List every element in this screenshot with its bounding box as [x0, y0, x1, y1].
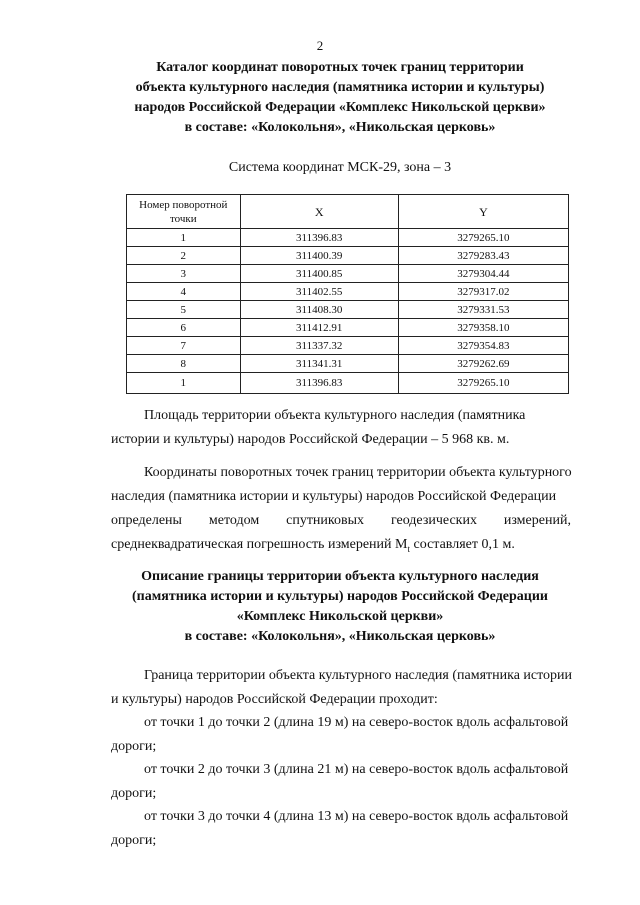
catalog-heading-line: народов Российской Федерации «Комплекс Никольской церкви» [134, 100, 546, 115]
method-line [111, 533, 571, 561]
area-paragraph [111, 404, 571, 452]
cell-y: 3279317.02 [398, 283, 568, 301]
description-heading-line: «Комплекс Никольской церкви» [236, 609, 444, 624]
method-line4-sub: t [407, 543, 410, 554]
boundary-intro-line: Граница территории объекта культурного наследия (памятника истории [144, 668, 573, 683]
table-row [127, 283, 569, 301]
cell-x: 311408.30 [240, 301, 398, 319]
method-word: спутниковых [286, 513, 365, 528]
method-line4-before: среднеквадратическая погрешность измерений M [111, 537, 408, 552]
cell-point: 3 [127, 265, 241, 283]
catalog-heading-line: Каталог координат поворотных точек границ территории [156, 60, 524, 75]
area-line: истории и культуры) народов Российской Федерации – 5 968 кв. м. [111, 432, 510, 447]
cell-y: 3279283.43 [398, 247, 568, 265]
boundary-segment-line: дороги; [111, 738, 157, 754]
boundary-paragraph [111, 664, 571, 852]
cell-y: 3279265.10 [398, 373, 568, 394]
description-heading [90, 567, 590, 647]
cell-x: 311400.85 [240, 265, 398, 283]
header-point-number [127, 195, 241, 229]
cell-y: 3279354.83 [398, 337, 568, 355]
cell-point: 2 [127, 247, 241, 265]
cell-point: 8 [127, 355, 241, 373]
header-y: Y [398, 195, 568, 229]
table-row [127, 265, 569, 283]
description-heading-line: Описание границы территории объекта культурного наследия [141, 569, 539, 584]
method-word: измерений, [503, 513, 571, 528]
table-header-row [127, 195, 569, 229]
method-paragraph [111, 461, 571, 561]
method-line4-after: составляет 0,1 м. [410, 537, 515, 552]
description-heading-line: в составе: «Колокольня», «Никольская церковь» [184, 629, 496, 644]
method-word: определены [111, 513, 182, 528]
cell-point: 1 [127, 229, 241, 247]
header-point-line2: точки [169, 212, 197, 225]
cell-y: 3279265.10 [398, 229, 568, 247]
table-row [127, 373, 569, 394]
cell-x: 311341.31 [240, 355, 398, 373]
cell-x: 311400.39 [240, 247, 398, 265]
table-row [127, 301, 569, 319]
method-word: методом [208, 513, 260, 528]
cell-y: 3279358.10 [398, 319, 568, 337]
table-row [127, 229, 569, 247]
catalog-heading-line: объекта культурного наследия (памятника истории и культуры) [135, 80, 545, 95]
description-heading-line: (памятника истории и культуры) народов Российской Федерации [132, 589, 548, 604]
boundary-segment-line: от точки 2 до точки 3 (длина 21 м) на северо-восток вдоль асфальтовой [144, 762, 569, 777]
coordinates-table [126, 194, 569, 394]
boundary-segment-line: от точки 1 до точки 2 (длина 19 м) на северо-восток вдоль асфальтовой [144, 715, 569, 730]
method-word: геодезических [390, 513, 477, 528]
boundary-segment-line: дороги; [111, 785, 157, 801]
cell-x: 311412.91 [240, 319, 398, 337]
cell-point: 5 [127, 301, 241, 319]
cell-y: 3279262.69 [398, 355, 568, 373]
boundary-segment-line: от точки 3 до точки 4 (длина 13 м) на северо-восток вдоль асфальтовой [144, 809, 569, 824]
header-point-line1: Номер поворотной [139, 198, 228, 211]
table-row [127, 247, 569, 265]
cell-point: 1 [127, 373, 241, 394]
cell-point: 7 [127, 337, 241, 355]
cell-y: 3279331.53 [398, 301, 568, 319]
cell-y: 3279304.44 [398, 265, 568, 283]
method-line: наследия (памятника истории и культуры) народов Российской Федерации [111, 489, 557, 504]
table-row [127, 355, 569, 373]
area-line: Площадь территории объекта культурного наследия (памятника [144, 408, 526, 423]
header-x: X [240, 195, 398, 229]
cell-x: 311396.83 [240, 229, 398, 247]
boundary-intro-line: и культуры) народов Российской Федерации проходит: [111, 691, 438, 707]
page-number: 2 [316, 38, 324, 53]
cell-x: 311337.32 [240, 337, 398, 355]
table-row [127, 319, 569, 337]
cell-point: 4 [127, 283, 241, 301]
boundary-segment-line: дороги; [111, 832, 157, 848]
cell-x: 311402.55 [240, 283, 398, 301]
method-line-justified [111, 509, 571, 533]
catalog-heading [90, 58, 590, 138]
cell-point: 6 [127, 319, 241, 337]
table-row [127, 337, 569, 355]
method-line: Координаты поворотных точек границ территории объекта культурного [144, 465, 572, 480]
coordinate-system-label: Система координат МСК-29, зона – 3 [228, 160, 452, 175]
catalog-heading-line: в составе: «Колокольня», «Никольская церковь» [184, 120, 496, 135]
cell-x: 311396.83 [240, 373, 398, 394]
